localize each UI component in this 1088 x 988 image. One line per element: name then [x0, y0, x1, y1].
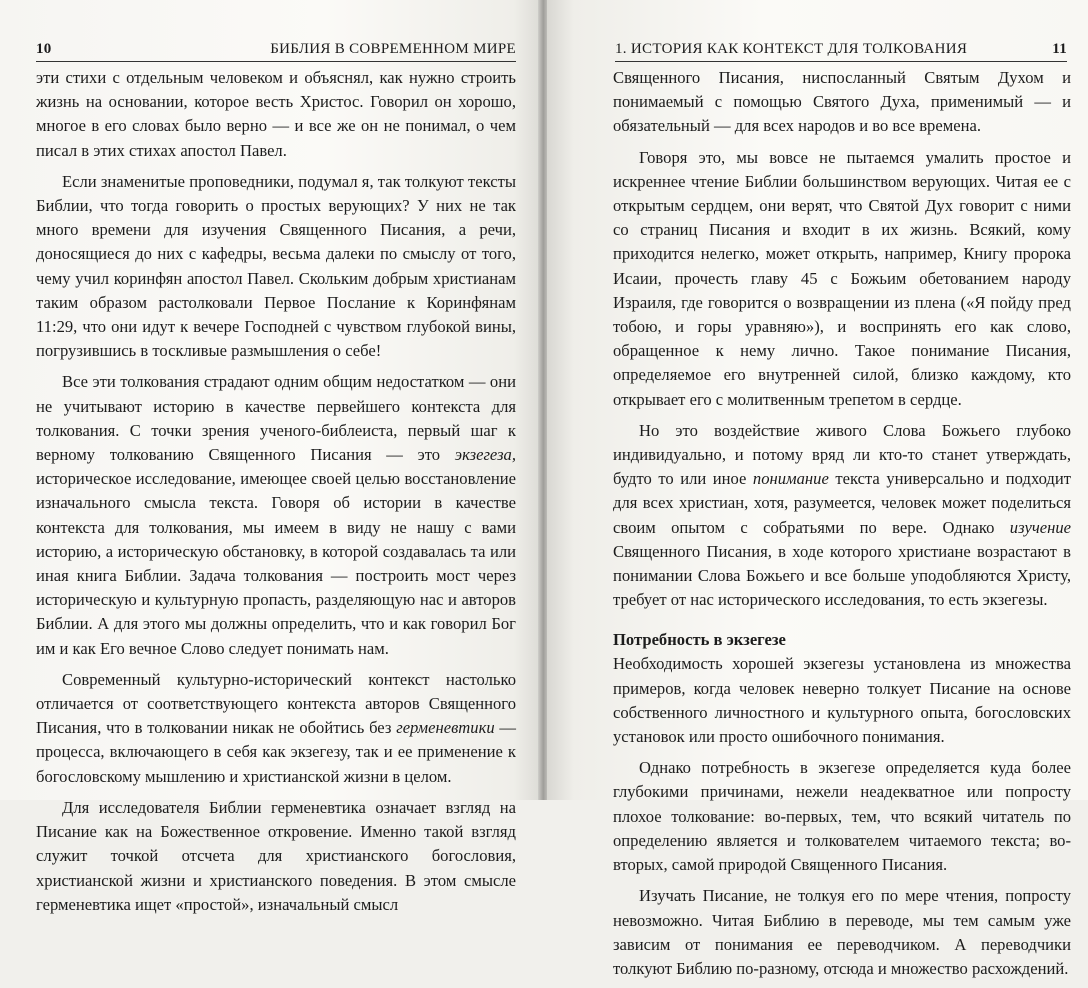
paragraph: Изучать Писание, не толкуя его по мере чтения, попросту невозможно. Читая Библию в переводе, мы тем самым уже зависим от понимания ее переводчиком. А переводчики толкуют Библию по-разному, отсюда и множество расхождений.: [613, 886, 1071, 978]
right-body-text: [613, 66, 1071, 988]
left-page: [0, 0, 541, 914]
italic-term: герменевтики: [396, 718, 495, 738]
paragraph: Но это воздействие живого Слова Божьего глубоко индивидуально, и потому вряд ли кто-то станет утверждать, будто то или иное понимание текста универсально и подходит для всех христиан, хотя, разумеется, человек может поделиться своим опытом с собратьями по вере. Однако изучение Священного Писания, в ходе которого христиане возрастают в понимании Слова Божьего и все больше уподобляются Христу, требует от нас исторического исследования, то есть экзегезы.: [613, 420, 1071, 610]
paragraph: Священного Писания, ниспосланный Святым Духом и понимаемый с помощью Святого Духа, применимый — и обязательный — для всех народов и во все времена.: [613, 68, 1071, 136]
right-page: [547, 0, 1088, 978]
page-number: 11: [1052, 41, 1067, 57]
header-rule: [615, 61, 1067, 62]
left-running-head: [36, 38, 516, 58]
italic-term: экзегеза,: [454, 445, 516, 465]
paragraph: Однако потребность в экзегезе определяется куда более глубокими причинами, нежели неадекватное или попросту плохое толкование: во-первых, тем, что всякий читатель по определению является и толкователем читаемого текста; во-вторых, самой природой Священного Писания.: [613, 758, 1071, 875]
paragraph: эти стихи с отдельным человеком и объяснял, как нужно строить жизнь на основании, которое весть Христос. Говорил он хорошо, многое в его словах было верно — и все же он не понимал, о чем писал в этих стихах апостол Павел.: [36, 68, 516, 160]
paragraph: Современный культурно-исторический контекст настолько отличается от соответствующего контекста авторов Священного Писания, что в толковании никак не обойтись без герменевтики — процесса, включающего в себя как экзегезу, так и ее применение к богословскому мышлению и христианской жизни в целом.: [36, 669, 517, 786]
page-number: 10: [36, 41, 52, 57]
paragraph: Для исследователя Библии герменевтика означает взгляд на Писание как на Божественное откровение. Именно такой взгляд служит точкой отсчета для христианского богословия, христианской жизни и христианского поведения. В этом смысле герменевтика ищет «простой», изначальный смысл: [36, 797, 516, 914]
italic-term: изучение: [1009, 517, 1071, 537]
paragraph: Говоря это, мы вовсе не пытаемся умалить простое и искреннее чтение Библии большинством верующих. Читая ее с открытым сердцем, они верят, что Святой Дух говорит с ними со страниц Писания и входит в их жизнь. Всякий, кому приходится нелегко, может открыть, например, Книгу пророка Исаии, прочесть главу 45 с Божьим обетованием народу Израиля, где говорится о возвращении из плена («Я пойду пред тобою, и горы уравняю»), и воспринять его как слово, обращенное к нему лично. Такое понимание Писания, определяемое его внутренней силой, близко каждому, кто открывает его с молитвенным трепетом в сердце.: [613, 147, 1071, 409]
running-head-title: БИБЛИЯ В СОВРЕМЕННОМ МИРЕ: [270, 41, 516, 57]
header-rule: [36, 61, 516, 62]
paragraph: Все эти толкования страдают одним общим недостатком — они не учитывают историю в качестве первейшего контекста для толкования. С точки зрения ученого-библеиста, первый шаг к верному толкованию Священного Писания — это экзегеза, историческое исследование, имеющее своей целью восстановление изначального смысла текста. Говоря об истории в качестве контекста для толкования, мы имеем в виду не нашу с вами историю, а историческую обстановку, в которой создавалась та или иная книга Библии. Задача толкования — построить мост через историческую и культурную пропасть, разделяющую нас и авторов Библии. А для этого мы должны определить, что и как говорил Бог им и как Его вечное Слово следует понимать нам.: [36, 372, 516, 658]
paragraph: Необходимость хорошей экзегезы установлена из множества примеров, когда человек неверно толкует Писание на основе собственного личностного и культурного опыта, богословских установок или просто ошибочного понимания.: [613, 654, 1071, 747]
left-body-text: [36, 66, 516, 924]
section-heading: Потребность в экзегезе: [613, 630, 786, 650]
right-running-head: [615, 38, 1067, 58]
running-head-title: 1. ИСТОРИЯ КАК КОНТЕКСТ ДЛЯ ТОЛКОВАНИЯ: [615, 41, 968, 57]
italic-term: понимание: [752, 469, 829, 489]
paragraph: Если знаменитые проповедники, подумал я, так толкуют тексты Библии, что тогда говорить о простых верующих? У них не так много времени для изучения Священного Писания, а речи, доносящиеся до них с кафедры, весьма далеки по смыслу от того, чему учил коринфян апостол Павел. Скольким добрым христианам таким образом растолковали Первое Послание к Коринфянам 11:29, что они идут к вечере Господней с чувством глубокой вины, погрузившись в тоскливые размышления о себе!: [36, 171, 516, 361]
